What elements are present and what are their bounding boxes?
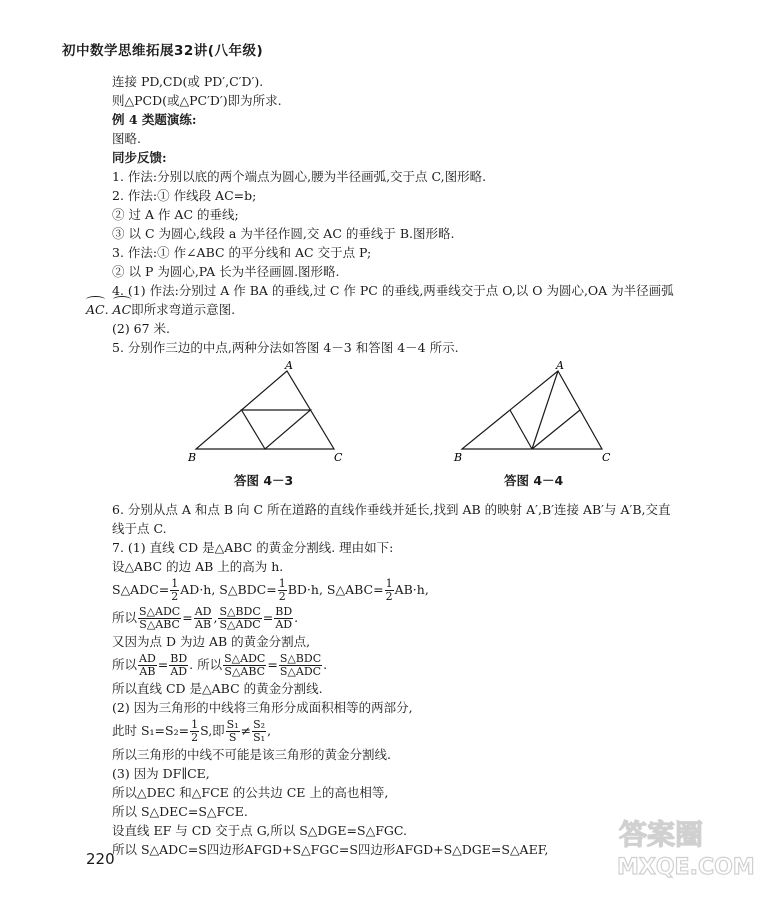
text-line: 2. 作法:① 作线段 AC=b; — [112, 188, 257, 203]
text-line: 图略. — [112, 131, 141, 146]
text-line: 则△PCD(或△PC′D′)即为所求. — [112, 93, 282, 108]
text-line: ② 以 P 为圆心,PA 长为半径画圆.图形略. — [112, 264, 340, 279]
formula-text: S,即 — [200, 723, 225, 738]
area-formula-line — [112, 576, 752, 604]
ratio-formula-line — [112, 604, 752, 632]
formula-text: , — [267, 723, 272, 738]
midline — [510, 410, 532, 449]
median-formula-line — [112, 717, 752, 745]
arc-ac: AC — [112, 302, 132, 317]
text-line: 所以 S△DEC=S△FCE. — [112, 804, 248, 819]
text-fragment: 即所求弯道示意图. — [131, 302, 236, 317]
formula-text: 所以 — [112, 657, 138, 672]
triangle-figure-4-3 — [182, 361, 372, 466]
text-line: 连接 PD,CD(或 PD′,C′D′). — [112, 74, 264, 89]
midline — [532, 410, 580, 449]
fraction: $\frac{\text{S△BDC}}{\text{S△ADC}}$ — [279, 652, 322, 678]
watermark-text: 答案圈 — [619, 818, 704, 851]
fraction: $\frac{BD}{AD}$ — [170, 652, 188, 678]
text-line: 4. (1) 作法:分别过 A 作 BA 的垂线,过 C 作 PC 的垂线,两垂线交于点 O,以 O 为圆心,OA 为半径画弧 — [112, 283, 674, 298]
text-line: 设△ABC 的边 AB 上的高为 h. — [112, 559, 284, 574]
formula-text: = — [262, 610, 274, 625]
section-heading: 例 4 类题演练: — [112, 112, 197, 127]
formula-text: 此时 S₁=S₂= — [112, 723, 190, 738]
formula-text: . — [189, 657, 198, 672]
fraction: $\frac{BD}{AD}$ — [275, 605, 293, 631]
fraction-half: $\frac{1}{2}$ — [385, 577, 393, 603]
formula-text: = — [182, 610, 193, 625]
fraction: $\frac{\text{S₂}}{\text{S₁}}$ — [253, 718, 266, 744]
text-line: 7. (1) 直线 CD 是△ABC 的黄金分割线. 理由如下: — [112, 540, 394, 555]
fraction: $\frac{\text{S△ADC}}{\text{S△ABC}}$ — [224, 652, 266, 678]
vertex-label-c: C — [334, 451, 343, 464]
figure-caption: 答图 4－4 — [504, 473, 564, 488]
formula-text: = — [267, 657, 278, 672]
text-line: 3. 作法:① 作∠ABC 的平分线和 AC 交于点 P; — [112, 245, 372, 260]
triangle-figure-4-4 — [446, 361, 636, 466]
formula-text: S△BDC= — [219, 582, 277, 597]
watermark-text: MXQE.COM — [617, 855, 755, 880]
fraction: $\frac{AD}{AB}$ — [139, 652, 156, 678]
formula-text: 所以 — [112, 610, 138, 625]
formula-text: S△ABC= — [326, 582, 384, 597]
formula-text: S△ADC= — [112, 582, 170, 597]
formula-text: = — [157, 657, 169, 672]
text-line — [86, 300, 752, 319]
text-fragment: . — [104, 302, 113, 317]
vertex-label-b: B — [188, 451, 197, 464]
text-line: 所以△DEC 和△FCE 的公共边 CE 上的高也相等, — [112, 785, 389, 800]
formula-text: 所以 — [197, 657, 223, 672]
book-header: 初中数学思维拓展32讲(八年级) — [62, 43, 264, 59]
vertex-label-a: A — [285, 361, 293, 372]
text-line: (3) 因为 DF∥CE, — [112, 766, 210, 781]
formula-text: . — [323, 657, 328, 672]
figure-caption: 答图 4－3 — [234, 473, 294, 488]
vertex-label-a: A — [556, 361, 564, 372]
text-line: 5. 分别作三边的中点,两种分法如答图 4－3 和答图 4－4 所示. — [112, 340, 459, 355]
formula-text: , — [213, 610, 218, 625]
triangle-outline — [462, 371, 602, 449]
text-line: 设直线 EF 与 CD 交于点 G,所以 S△DGE=S△FGC. — [112, 823, 407, 838]
arc-ac: AC — [86, 302, 105, 317]
formula-text: ≠ — [240, 723, 252, 738]
text-line: 6. 分别从点 A 和点 B 向 C 所在道路的直线作垂线并延长,找到 AB 的映射 A′,B′连接 AB′与 A′B,交直 — [112, 502, 671, 517]
text-line: (2) 67 米. — [112, 321, 171, 336]
figure-row — [112, 361, 752, 491]
text-line: 又因为点 D 为边 AB 的黄金分割点, — [112, 634, 311, 649]
vertex-label-c: C — [602, 451, 611, 464]
text-line: 所以 S△ADC=S四边形AFGD+S△FGC=S四边形AFGD+S△DGE=S△AEF, — [112, 842, 549, 857]
text-line: (2) 因为三角形的中线将三角形分成面积相等的两部分, — [112, 700, 413, 715]
page-number: 220 — [86, 850, 115, 868]
fraction-half: $\frac{1}{2}$ — [278, 577, 286, 603]
fraction: $\frac{\text{S△BDC}}{\text{S△ADC}}$ — [219, 605, 261, 631]
formula-text: . — [294, 610, 299, 625]
fraction: $\frac{AD}{AB}$ — [194, 605, 212, 631]
fraction-half: $\frac{1}{2}$ — [191, 718, 199, 744]
watermark-logo — [611, 810, 761, 880]
text-line: 1. 作法:分别以底的两个端点为圆心,腰为半径画弧,交于点 C,图形略. — [112, 169, 487, 184]
formula-text: BD·h, — [287, 582, 323, 597]
formula-text: AB·h, — [394, 582, 429, 597]
ratio-formula-line — [112, 651, 752, 679]
text-line: 所以直线 CD 是△ABC 的黄金分割线. — [112, 681, 323, 696]
vertex-label-b: B — [454, 451, 463, 464]
text-line: ② 过 A 作 AC 的垂线; — [112, 207, 239, 222]
median — [532, 371, 558, 449]
fraction: $\frac{\text{S₁}}{S}$ — [226, 718, 239, 744]
formula-text: AD·h, — [180, 582, 216, 597]
fraction: $\frac{\text{S△ADC}}{\text{S△ABC}}$ — [139, 605, 181, 631]
section-heading: 同步反馈: — [112, 150, 167, 165]
text-line: 所以三角形的中线不可能是该三角形的黄金分割线. — [112, 747, 391, 762]
fraction-half: $\frac{1}{2}$ — [171, 577, 179, 603]
text-line: 线于点 C. — [112, 521, 167, 536]
midpoint-triangle — [242, 410, 311, 449]
text-line: ③ 以 C 为圆心,线段 a 为半径作圆,交 AC 的垂线于 B.图形略. — [112, 226, 455, 241]
